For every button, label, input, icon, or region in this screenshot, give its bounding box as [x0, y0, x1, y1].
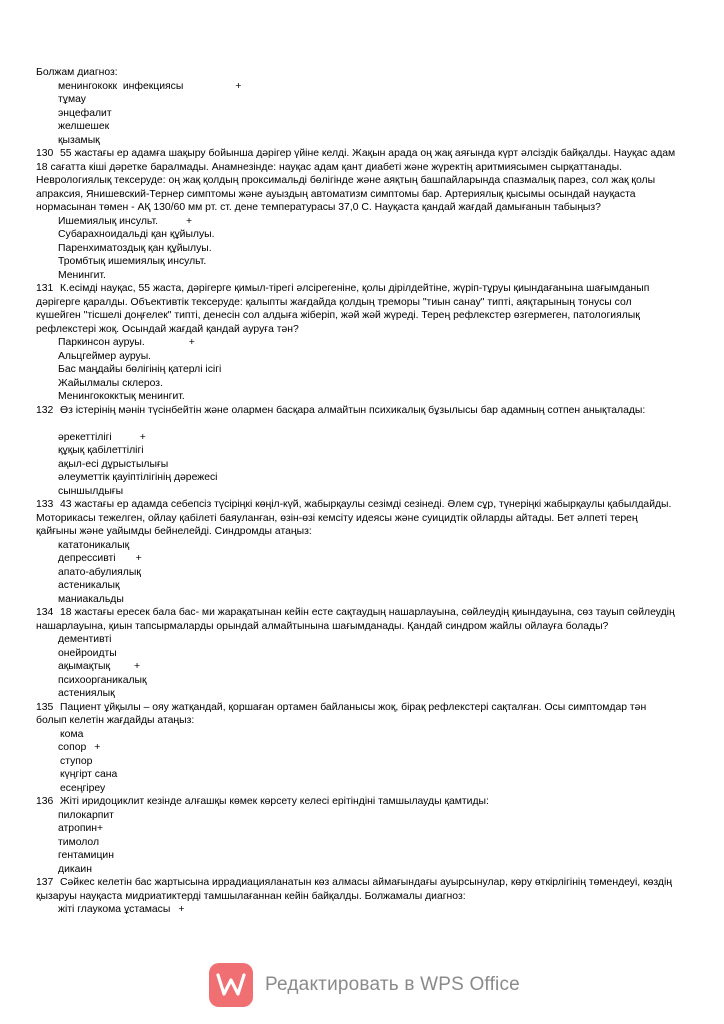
question-block [36, 701, 676, 796]
answer-option [36, 80, 676, 94]
answer-option [36, 107, 676, 121]
question-block [36, 404, 676, 499]
answer-option [36, 768, 676, 782]
answer-option-text: тимолол [58, 836, 100, 848]
answer-option [36, 215, 676, 229]
question-stem [36, 701, 676, 728]
answer-option-text: атропин+ [58, 823, 104, 834]
answer-option [36, 566, 676, 580]
question-stem [36, 147, 676, 215]
answer-option [36, 741, 676, 755]
answer-option [36, 539, 676, 553]
answer-option [36, 782, 676, 796]
answer-option [36, 228, 676, 242]
answer-option-text: ақыл-есі дұрыстылығы [58, 458, 169, 470]
wps-edit-banner[interactable] [209, 962, 539, 1008]
question-text: Сәйкес келетін бас жартысына иррадиацияланатын көз алмасы аймағындағы ауырсынулар, көру өткірлігінің төмендеуі, көздің қызаруы науқаста мидриатиктерді тамшылағаннан кейін байқалды. Болжамалы диагноз: [36, 877, 673, 902]
answer-option [36, 903, 676, 917]
answer-option-text: желшешек [58, 121, 110, 132]
wps-logo-icon [209, 963, 253, 1007]
answer-option [36, 390, 676, 404]
answer-option-text: әлеуметтік қауіптілігінің дәрежесі [58, 472, 218, 483]
answer-option-text: Ишемиялық инсульт. [58, 215, 158, 227]
answer-option-text: кома [60, 728, 84, 740]
answer-option-text: Жайылмалы склероз. [58, 377, 163, 389]
correct-answer-mark: + [185, 215, 193, 227]
answer-option [36, 431, 676, 445]
answer-option [36, 377, 676, 391]
answer-option [36, 728, 676, 742]
question-text: Өз істерінің мәнін түсінбейтін және олармен басқара алмайтын психикалық бұзылысы бар адамның сотпен анықталады: [60, 404, 646, 416]
question-block [36, 876, 676, 917]
answer-option-text: астеникалық [58, 580, 120, 591]
answer-option [36, 687, 676, 701]
answer-option [36, 755, 676, 769]
question-block [36, 795, 676, 876]
question-stem [36, 498, 676, 539]
wps-edit-label: Редактировать в WPS Office [265, 974, 520, 995]
answer-option [36, 485, 676, 499]
answer-option [36, 255, 676, 269]
correct-answer-mark: + [134, 661, 141, 672]
answer-option [36, 647, 676, 661]
answer-option [36, 836, 676, 850]
answer-option [36, 674, 676, 688]
question-number: 137 [36, 877, 54, 888]
answer-option-text: астениялық [58, 688, 115, 699]
answer-option [36, 552, 676, 566]
answer-option [36, 822, 676, 836]
answer-option-text: қызамық [58, 134, 100, 146]
question-block [36, 498, 676, 606]
question-text: 43 жастағы ер адамда себепсіз түсіріңкі көңіл-күй, жабырқаулы сезімді сезінеді. Әлем сұр, түнеріңкі жабырқаулы қабылдайды. Моторикасы тежелген, ойлау қабілеті баяуланған, өзін-өзі кемсіту идеясы және суицидтік ойларды айтады. Бет әлпеті терең қайғыны және уайымды бейнелейді. Синдромды атаңыз: [36, 499, 672, 537]
answer-option-text: Субарахноидальді қан құйылуы. [58, 229, 215, 240]
answer-option-text: кататоникалық [58, 539, 130, 551]
answer-option-text: гентамицин [58, 850, 114, 861]
answer-option-text: күңгірт сана [60, 769, 118, 780]
answer-option [36, 444, 676, 458]
question-text: Пациент ұйқылы – ояу жатқандай, қоршаған ортамен байланысы жоқ, бірақ рефлекстері сақталған. Осы симптомдар тән болып келетін жағдайды атаңыз: [36, 701, 647, 726]
question-number: 135 [36, 701, 54, 713]
answer-option-text: менингококк инфекциясы [58, 80, 184, 92]
answer-option-text: Тромбтық ишемиялық инсульт. [58, 256, 207, 267]
answer-option-text: маниакальды [58, 593, 124, 605]
answer-option-text: жіті глаукома ұстамасы [58, 904, 171, 915]
question-number: 133 [36, 499, 54, 510]
answer-option [36, 593, 676, 607]
question-list [36, 147, 676, 917]
answer-option [36, 471, 676, 485]
answer-option-text: есеңгіреу [60, 782, 106, 794]
answer-option-text: сыншылдығы [58, 485, 124, 497]
correct-answer-mark: + [135, 553, 142, 564]
answer-option-text: тұмау [58, 94, 86, 105]
document-body [36, 66, 676, 917]
answer-option [36, 363, 676, 377]
question-number: 131 [36, 283, 54, 294]
correct-answer-mark: + [235, 80, 242, 92]
answer-option-text: Паренхиматоздық қан құйылуы. [58, 242, 212, 254]
question-number: 130 [36, 148, 54, 159]
answer-option-text: психоорганикалық [58, 674, 147, 686]
answer-option-text: Менингит. [58, 269, 106, 281]
question-text: 55 жастағы ер адамға шақыру бойынша дәрігер үйіне келді. Жақын арада оң жақ аяғында күрт әлсіздік байқалды. Науқас адам 18 сағатта кіші дәретке баралмады. Анамнезінде: науқас адам қант диабеті және жүректің аритмиясымен сырқаттанады. Неврологиялық тексеруде: оң жақ қолдың проксимальді бөлігінде және аяқтың башпайларында спазмалық парез, сол жақ қолы апраксия, Янишевский-Тернер симптомы және ауыздың автоматизм симптомы бар. Артериялық қысымы осындай науқаста нормасынан төмен - АҚ 130/60 мм рт. ст. дене температурасы 37,0 С. Науқаста қандай жағдай дамығанын табыңыз? [36, 148, 676, 213]
answer-option-text: онейроидты [58, 647, 117, 659]
question-stem [36, 606, 676, 633]
question-number: 136 [36, 796, 54, 807]
answer-option [36, 633, 676, 647]
question-stem [36, 282, 676, 336]
intro-heading: Болжам диагноз: [36, 67, 118, 78]
answer-option [36, 350, 676, 364]
question-text: К.есімді науқас, 55 жаста, дәрігерге қимыл-тірегі әлсірегеніне, қолы дірілдейтіне, жүріп-тұруы қиындағанына шағымданып дәрігерге қаралды. Объективтік тексеруде: қалыпты жағдайда қолдың треморы "тиын санау" типті, аяқтарының тонусы сол күшейген "тісшелі доңғелек" типті, денесін сол алдыға жіберіп, жәй жәй жүреді. Терең рефлекстер өзгермеген, патологиялық рефлекстері жоқ. Осындай жағдай қандай ауруға тән? [36, 283, 650, 335]
answer-option [36, 242, 676, 256]
correct-answer-mark: + [188, 337, 195, 348]
answer-option-text: ступор [60, 755, 93, 767]
answer-option-text: Паркинсон ауруы. [58, 337, 145, 348]
question-stem [36, 404, 676, 418]
question-text: 18 жастағы ересек бала бас- ми жарақатынан кейін есте сақтаудың нашарлауына, сөйлеудің қиындауына, сөз тауып сөйлеудің нашарлауына, қиын тапсырмаларды орындай алмайтынына шағымданады. Қандай синдром жайлы ойлауға болады? [36, 607, 675, 632]
intro-option-list [36, 80, 676, 148]
question-number: 134 [36, 607, 54, 618]
answer-option-text: ақымақтық [58, 661, 111, 672]
correct-answer-mark: + [139, 431, 146, 443]
answer-option-text: құқық қабілеттілігі [58, 445, 144, 456]
answer-option-text: депрессивті [58, 553, 116, 564]
answer-option-text: Альцгеймер ауруы. [58, 350, 152, 362]
answer-option-text: Менингококктық менингит. [58, 391, 185, 402]
correct-answer-mark: + [178, 904, 185, 915]
question-block [36, 606, 676, 701]
answer-option-text: пилокарпит [58, 809, 114, 821]
question-stem [36, 795, 676, 809]
answer-option [36, 849, 676, 863]
answer-option-text: дикаин [58, 863, 92, 875]
answer-option [36, 93, 676, 107]
answer-option-text: әрекеттілігі [58, 431, 112, 443]
answer-option [36, 809, 676, 823]
question-number: 132 [36, 404, 54, 416]
answer-option-text: Бас маңдайы бөлігінің қатерлі ісігі [58, 364, 222, 375]
answer-option [36, 660, 676, 674]
answer-option-text: дементивті [58, 634, 112, 645]
question-stem [36, 876, 676, 903]
answer-option [36, 120, 676, 134]
answer-option [36, 336, 676, 350]
question-text: Жіті иридоциклит кезінде алғашқы көмек көрсету келесі ерітіндіні тамшылауды қамтиды: [60, 796, 489, 807]
answer-option [36, 579, 676, 593]
answer-option [36, 269, 676, 283]
answer-option-text: энцефалит [58, 107, 112, 119]
answer-option-text: сопор [58, 742, 87, 753]
correct-answer-mark: + [94, 742, 101, 753]
answer-option [36, 458, 676, 472]
blank-line [36, 417, 676, 431]
answer-option [36, 134, 676, 148]
answer-option [36, 863, 676, 877]
question-block [36, 147, 676, 282]
answer-option-text: апато-абулиялық [58, 566, 141, 578]
question-block [36, 282, 676, 404]
